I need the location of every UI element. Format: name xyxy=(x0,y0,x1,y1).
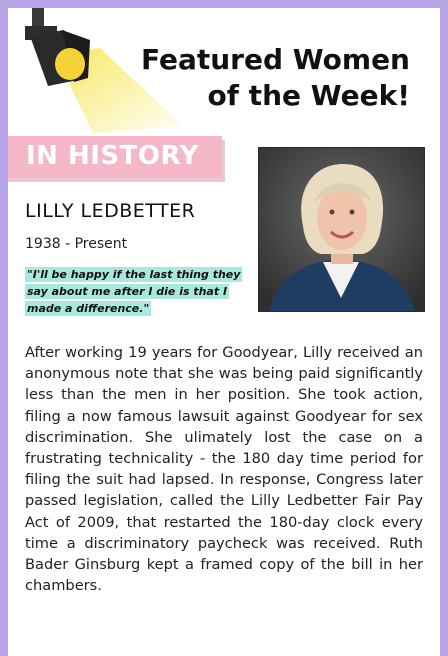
section-banner xyxy=(8,136,222,178)
biography: After working 19 years for Goodyear, Lilly received an anonymous note that she was being paid significantly less than the men in her position. She took action, filing a now famous lawsuit against Goodyear for sex discrimination. She ulimately lost the case on a frustrating technicality - the 180 day time period for filing the suit had lapsed. In response, Congress later passed legislation, called the Lilly Ledbetter Fair Pay Act of 2009, that restarted the 180-day clock every time a discriminatory paycheck was received. Ruth Bader Ginsburg kept a framed copy of the bill in her chambers. xyxy=(25,344,423,595)
portrait-photo xyxy=(258,147,425,312)
life-years: 1938 - Present xyxy=(25,236,128,252)
featured-card xyxy=(8,8,440,656)
page-title: Featured Women of the Week! xyxy=(140,43,410,112)
banner-label: IN HISTORY xyxy=(26,141,199,171)
person-name: LILLY LEDBETTER xyxy=(25,200,196,222)
quote-text: "I'll be happy if the last thing they say about me after I die is that I made a difference." xyxy=(27,268,241,315)
quote xyxy=(25,266,250,317)
